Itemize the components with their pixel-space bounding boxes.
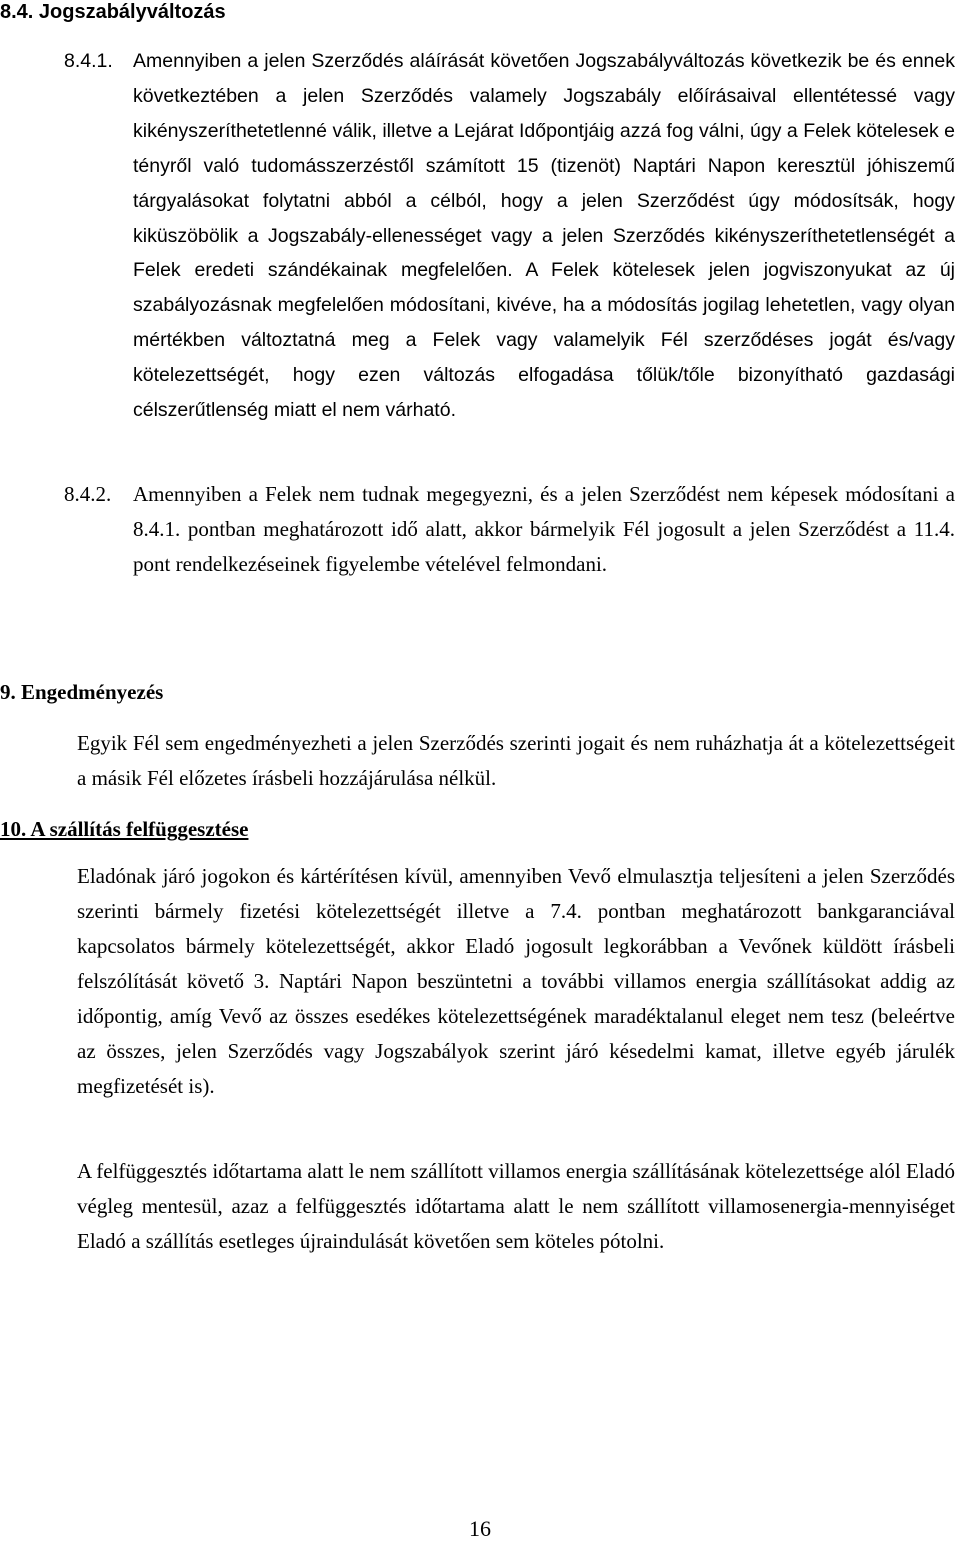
paragraph-number-8-4-2: 8.4.2. [64, 482, 112, 506]
paragraph-8-4-2: Amennyiben a Felek nem tudnak megegyezni, és a jelen Szerződést nem képesek módosítani a 8.4.1. pontban meghatározott idő alatt, akkor bármelyik Fél jogosult a jelen Szerződést a 11.4. pont rendelkezéseinek figyelembe vételével felmondani. [133, 482, 955, 576]
section-heading-10: 10. A szállítás felfüggesztése [0, 817, 249, 841]
page-number: 16 [469, 1516, 491, 1541]
paragraph-10-1: Eladónak járó jogokon és kártérítésen kívül, amennyiben Vevő elmulasztja teljesíteni a jelen Szerződés szerinti bármely fizetési kötelezettségét illetve a 7.4. pontban meghatározott bankgaranciával kapcsolatos bármely kötelezettségét, akkor Eladó jogosult legkorábban a Vevőnek küldött írásbeli felszólítását követő 3. Naptári Napon beszüntetni a további villamos energia szállításokat addig az időpontig, amíg Vevő az összes esedékes kötelezettségének maradéktalanul eleget nem tesz (beleértve az összes, jelen Szerződés vagy Jogszabályok szerint járó késedelmi kamat, illetve egyéb járulék megfizetését is). [77, 864, 955, 1098]
paragraph-8-4-1: Amennyiben a jelen Szerződés aláírását követően Jogszabályváltozás következik be és ennek következtében a jelen Szerződés valamely Jogszabály előírásaival ellentétessé vagy kikényszeríthetetlenné válik, illetve a Lejárat Időpontjáig azzá fog válni, úgy a Felek kötelesek e tényről való tudomásszerzéstől számított 15 (tizenöt) Naptári Napon keresztül jóhiszemű tárgyalásokat folytatni abból a célból, hogy a jelen Szerződést úgy módosítsák, hogy kiküszöbölik a Jogszabály-ellenességet vagy a jelen Szerződés kikényszeríthetetlenségét a Felek eredeti szándékainak megfelelően. A Felek kötelesek jelen jogviszonyukat az új szabályozásnak megfelelően módosítani, kivéve, ha a módosítás jogilag lehetetlen, vagy olyan mértékben változtatná meg a Felek vagy valamelyik Fél szerződéses jogát és/vagy kötelezettségét, hogy ezen változás elfogadása tőlük/tőle bizonyítható gazdasági célszerűtlenség miatt el nem várható. [133, 50, 955, 422]
paragraph-number-8-4-1: 8.4.1. [64, 50, 113, 72]
section-heading-8-4: 8.4. Jogszabályváltozás [0, 1, 226, 23]
paragraph-10-2: A felfüggesztés időtartama alatt le nem szállított villamos energia szállításának kötelezettsége alól Eladó végleg mentesül, azaz a felfüggesztés időtartama alatt le nem szállított villamosenergia-mennyiséget Eladó a szállítás esetleges újraindulását követően sem köteles pótolni. [77, 1159, 955, 1253]
section-heading-9: 9. Engedményezés [0, 680, 164, 704]
paragraph-9: Egyik Fél sem engedményezheti a jelen Szerződés szerinti jogait és nem ruházhatja át a kötelezettségeit a másik Fél előzetes írásbeli hozzájárulása nélkül. [77, 731, 955, 790]
